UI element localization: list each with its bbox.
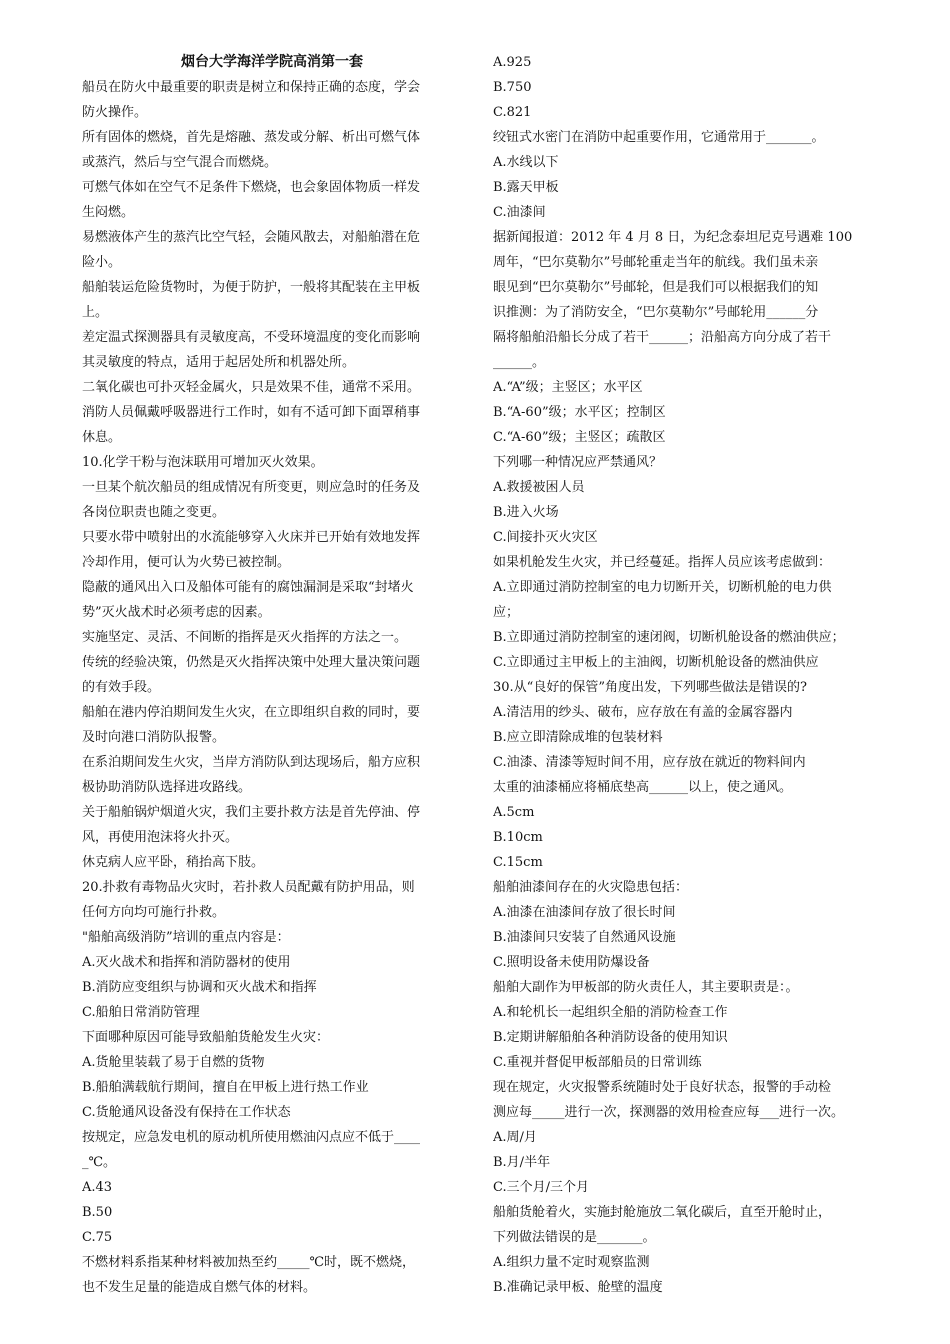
text-line: 隐蔽的通风出入口及船体可能有的腐蚀漏洞是采取“封堵火: [82, 580, 414, 595]
text-line: 船舶大副作为甲板部的防火责任人，其主要职责是：。: [493, 980, 799, 995]
text-line: 及时向港口消防队报警。: [82, 730, 226, 745]
text-line: 船员在防火中最重要的职责是树立和保持正确的态度，学会: [82, 80, 421, 95]
text-line: B.露天甲板: [493, 180, 559, 195]
text-line: B.应立即清除成堆的包装材料: [493, 730, 663, 745]
text-line: 消防人员佩戴呼吸器进行工作时，如有不适可卸下面罩稍事: [82, 405, 421, 420]
text-line: 船舶油漆间存在的火灾隐患包括：: [493, 880, 689, 895]
text-line: 生闷燃。: [82, 205, 135, 220]
text-line: B.消防应变组织与协调和灭火战术和指挥: [82, 980, 317, 995]
text-line: 周年，“巴尔莫勒尔”号邮轮重走当年的航线。我们虽未亲: [493, 255, 819, 270]
text-line: C.货舱通风设备没有保持在工作状态: [82, 1105, 291, 1120]
text-line: 下列哪一种情况应严禁通风？: [493, 455, 663, 470]
text-line: 所有固体的燃烧，首先是熔融、蒸发或分解、析出可燃气体: [82, 130, 421, 145]
text-line: ______。: [493, 355, 546, 370]
text-line: 太重的油漆桶应将桶底垫高______以上，使之通风。: [493, 780, 793, 795]
text-line: B.750: [493, 80, 532, 95]
text-line: 据新闻报道：2012 年 4 月 8 日，为纪念泰坦尼克号遇难 100: [493, 230, 853, 245]
text-line: 各岗位职责也随之变更。: [82, 505, 226, 520]
text-line: 其灵敏度的特点，适用于起居处所和机器处所。: [82, 355, 356, 370]
text-line: C.间接扑灭火灾区: [493, 530, 598, 545]
text-line: 下面哪种原因可能导致船舶货舱发生火灾：: [82, 1030, 330, 1045]
text-line: C.“A-60”级；主竖区；疏散区: [493, 430, 666, 445]
text-line: B.50: [82, 1205, 113, 1220]
text-line: 下列做法错误的是_______。: [493, 1230, 656, 1245]
text-line: B.准确记录甲板、舱壁的温度: [493, 1280, 663, 1295]
text-line: C.油漆、清漆等短时间不用，应存放在就近的物料间内: [493, 755, 806, 770]
text-line: 现在规定，火灾报警系统随时处于良好状态，报警的手动检: [493, 1080, 832, 1095]
text-line: B.进入火场: [493, 505, 559, 520]
text-line: 关于船舶锅炉烟道火灾，我们主要扑救方法是首先停油、停: [82, 805, 421, 820]
text-line: C.15cm: [493, 855, 543, 870]
text-line: C.立即通过主甲板上的主油阀，切断机舱设备的燃油供应: [493, 655, 819, 670]
text-line: 任何方向均可施行扑救。: [82, 905, 226, 920]
text-line: C.重视并督促甲板部船员的日常训练: [493, 1055, 702, 1070]
text-line: 风，再使用泡沫将火扑灭。: [82, 830, 239, 845]
left-column: [82, 50, 462, 1300]
text-line: A.水线以下: [493, 155, 559, 170]
text-line: 或蒸汽，然后与空气混合而燃烧。: [82, 155, 278, 170]
text-line: 绞钮式水密门在消防中起重要作用，它通常用于_______。: [493, 130, 825, 145]
text-line: 隔将船舶沿船长分成了若干______；沿船高方向分成了若干: [493, 330, 832, 345]
text-line: _℃。: [82, 1155, 117, 1170]
text-line: 船舶货舱着火，实施封舱施放二氧化碳后，直至开舱时止，: [493, 1205, 832, 1220]
text-line: 上。: [82, 305, 109, 320]
text-line: 易燃液体产生的蒸汽比空气轻，会随风散去，对船舶潜在危: [82, 230, 421, 245]
text-line: 休息。: [82, 430, 122, 445]
text-line: 眼见到“巴尔莫勒尔”号邮轮，但是我们可以根据我们的知: [493, 280, 819, 295]
left-column-text: [82, 75, 462, 1300]
text-line: A.和轮机长一起组织全船的消防检查工作: [493, 1005, 728, 1020]
text-line: 10.化学干粉与泡沫联用可增加灭火效果。: [82, 455, 324, 470]
document-title: 烟台大学海洋学院高消第一套: [181, 54, 363, 70]
text-line: A.清洁用的纱头、破布，应存放在有盖的金属容器内: [493, 705, 793, 720]
text-line: 船舶装运危险货物时，为便于防护，一般将其配装在主甲板: [82, 280, 421, 295]
text-line: 二氧化碳也可扑灭轻金属火，只是效果不佳，通常不采用。: [82, 380, 421, 395]
text-line: C.三个月/三个月: [493, 1180, 589, 1195]
text-line: 船舶在港内停泊期间发生火灾，在立即组织自救的同时，要: [82, 705, 421, 720]
text-line: A.43: [82, 1180, 113, 1195]
text-line: B.船舶满载航行期间，擅自在甲板上进行热工作业: [82, 1080, 369, 1095]
text-line: C.75: [82, 1230, 113, 1245]
text-line: 应；: [493, 605, 520, 620]
text-line: 差定温式探测器具有灵敏度高，不受环境温度的变化而影响: [82, 330, 421, 345]
text-line: "船舶高级消防”培训的重点内容是：: [82, 930, 290, 945]
text-line: 防火操作。: [82, 105, 148, 120]
text-line: 实施坚定、灵活、不间断的指挥是灭火指挥的方法之一。: [82, 630, 408, 645]
text-line: A.货舱里装载了易于自燃的货物: [82, 1055, 265, 1070]
text-line: 识推测：为了消防安全，“巴尔莫勒尔”号邮轮用______分: [493, 305, 819, 320]
text-line: 极协助消防队选择进攻路线。: [82, 780, 252, 795]
text-line: 势”灭火战术时必须考虑的因素。: [82, 605, 271, 620]
text-line: B.定期讲解船舶各种消防设备的使用知识: [493, 1030, 728, 1045]
text-line: A.立即通过消防控制室的电力切断开关，切断机舱的电力供: [493, 580, 832, 595]
text-line: A.组织力量不定时观察监测: [493, 1255, 650, 1270]
text-line: C.821: [493, 105, 532, 120]
text-line: B.立即通过消防控制室的速闭阀，切断机舱设备的燃油供应；: [493, 630, 845, 645]
text-line: A.救援被困人员: [493, 480, 585, 495]
text-line: 测应每_____进行一次，探测器的效用检查应每___进行一次。: [493, 1105, 845, 1120]
text-line: B.10cm: [493, 830, 543, 845]
text-line: A.5cm: [493, 805, 535, 820]
text-line: 的有效手段。: [82, 680, 161, 695]
text-line: B.油漆间只安装了自然通风设施: [493, 930, 676, 945]
text-line: 可燃气体如在空气不足条件下燃烧，也会象固体物质一样发: [82, 180, 421, 195]
text-line: C.船舶日常消防管理: [82, 1005, 200, 1020]
text-line: 不燃材料系指某种材料被加热至约_____℃时，既不燃烧，: [82, 1255, 416, 1270]
text-line: 冷却作用，便可认为火势已被控制。: [82, 555, 291, 570]
text-line: C.油漆间: [493, 205, 546, 220]
text-line: 一旦某个航次船员的组成情况有所变更，则应急时的任务及: [82, 480, 421, 495]
text-line: 在系泊期间发生火灾，当岸方消防队到达现场后，船方应积: [82, 755, 421, 770]
text-line: 也不发生足量的能造成自燃气体的材料。: [82, 1280, 317, 1295]
text-line: B.“A-60”级；水平区；控制区: [493, 405, 666, 420]
right-column: [493, 50, 878, 1300]
text-line: 传统的经验决策，仍然是灭火指挥决策中处理大量决策问题: [82, 655, 421, 670]
text-line: A.“A”级；主竖区；水平区: [493, 380, 643, 395]
text-line: A.油漆在油漆间存放了很长时间: [493, 905, 676, 920]
text-line: 如果机舱发生火灾，并已经蔓延。指挥人员应该考虑做到：: [493, 555, 832, 570]
text-line: 只要水带中喷射出的水流能够穿入火床并已开始有效地发挥: [82, 530, 421, 545]
right-column-text: [493, 50, 878, 1300]
text-line: B.月/半年: [493, 1155, 551, 1170]
text-line: 20.扑救有毒物品火灾时，若扑救人员配戴有防护用品，则: [82, 880, 415, 895]
text-line: 按规定，应急发电机的原动机所使用燃油闪点应不低于____: [82, 1130, 421, 1145]
text-line: A.925: [493, 55, 532, 70]
text-line: 休克病人应平卧，稍抬高下肢。: [82, 855, 265, 870]
text-line: 险小。: [82, 255, 122, 270]
text-line: C.照明设备未使用防爆设备: [493, 955, 650, 970]
text-line: A.周/月: [493, 1130, 537, 1145]
text-line: 30.从“良好的保管”角度出发，下列哪些做法是错误的?: [493, 680, 807, 695]
text-line: A.灭火战术和指挥和消防器材的使用: [82, 955, 291, 970]
